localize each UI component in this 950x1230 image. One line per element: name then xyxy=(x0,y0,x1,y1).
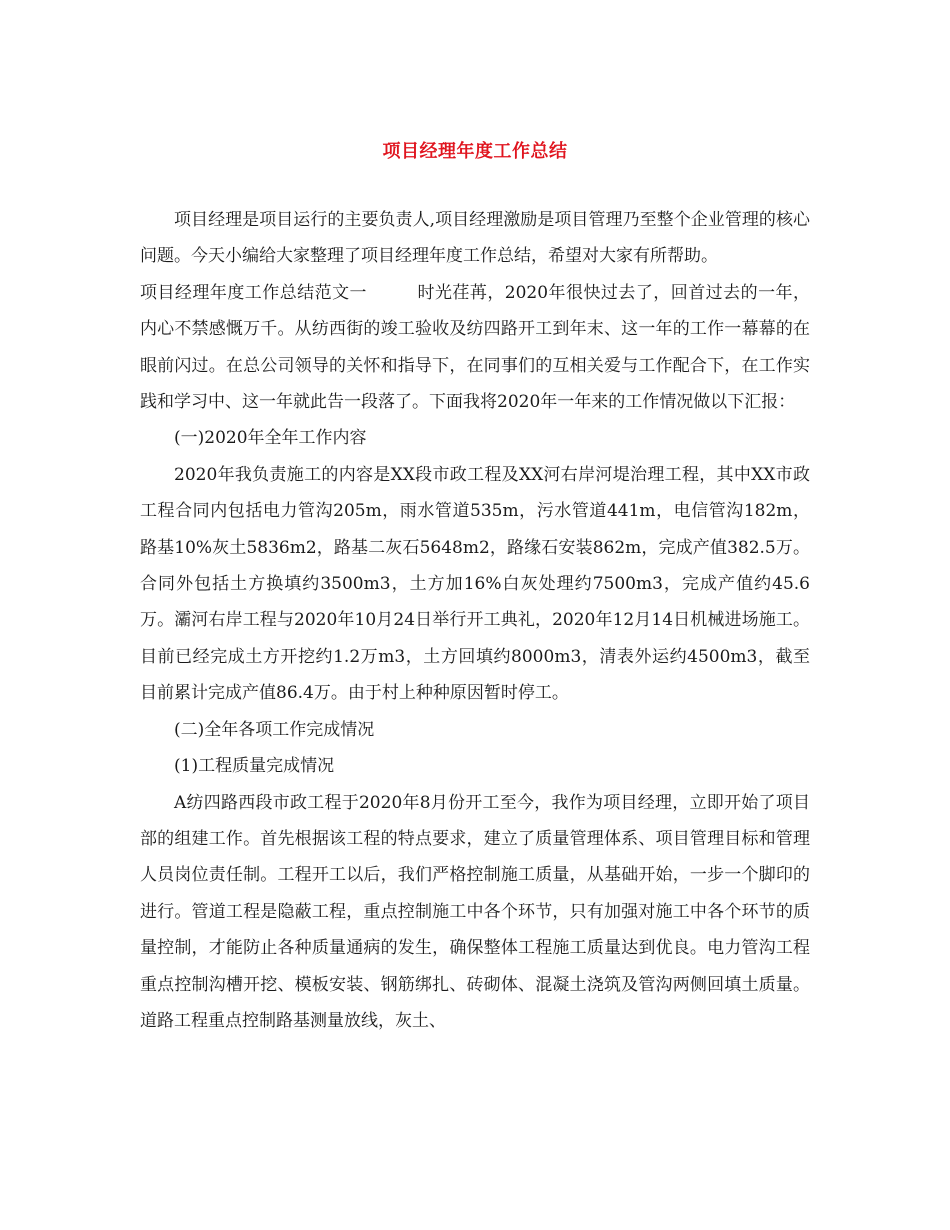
sample-label: 项目经理年度工作总结范文一 xyxy=(140,282,368,303)
subsection1-paragraph: A纺四路西段市政工程于2020年8月份开工至今，我作为项目经理，立即开始了项目部的组建工作。首先根据该工程的特点要求，建立了质量管理体系、项目管理目标和管理人员岗位责任制。工程开工以后，我们严格控制施工质量，从基础开始，一步一个脚印的进行。管道工程是隐蔽工程，重点控制施工中各个环节，只有加强对施工中各个环节的质量控制，才能防止各种质量通病的发生，确保整体工程施工质量达到优良。电力管沟工程重点控制沟槽开挖、模板安装、钢筋绑扎、砖砌体、混凝土浇筑及管沟两侧回填土质量。道路工程重点控制路基测量放线，灰土、 xyxy=(140,792,810,1031)
section1-paragraph: 2020年我负责施工的内容是XX段市政工程及XX河右岸河堤治理工程，其中XX市政工程合同内包括电力管沟205m，雨水管道535m，污水管道441m，电信管沟182m，路基10%灰土5836m2，路基二灰石5648m2，路缘石安装862m，完成产值382.5万。合同外包括土方换填约3500m3，土方加16%白灰处理约7500m3，完成产值约45.6万。灞河右岸工程与2020年10月24日举行开工典礼，2020年12月14日机械进场施工。目前已经完成土方开挖约1.2万m3，土方回填约8000m3，清表外运约4500m3，截至目前累计完成产值86.4万。由于村上种种原因暂时停工。 xyxy=(140,464,810,704)
sample-opening: 时光荏苒，2020年很快过去了，回首过去的一年，内心不禁感慨万千。从纺西街的竣工验收及纺四路开工到年末、这一年的工作一幕幕的在眼前闪过。在总公司领导的关怀和指导下，在同事们的互相关爱与工作配合下，在工作实践和学习中、这一年就此告一段落了。下面我将2020年一年来的工作情况做以下汇报： xyxy=(140,282,810,413)
sample-paragraph xyxy=(140,275,810,421)
section2-heading: (二)全年各项工作完成情况 xyxy=(174,719,375,740)
intro-paragraph: 项目经理是项目运行的主要负责人,项目经理激励是项目管理乃至整个企业管理的核心问题。今天小编给大家整理了项目经理年度工作总结，希望对大家有所帮助。 xyxy=(140,210,810,267)
document-title: 项目经理年度工作总结 xyxy=(382,141,568,162)
document-body xyxy=(140,202,810,1039)
subsection1-heading: (1)工程质量完成情况 xyxy=(174,756,335,777)
section1-heading: (一)2020年全年工作内容 xyxy=(174,428,367,449)
